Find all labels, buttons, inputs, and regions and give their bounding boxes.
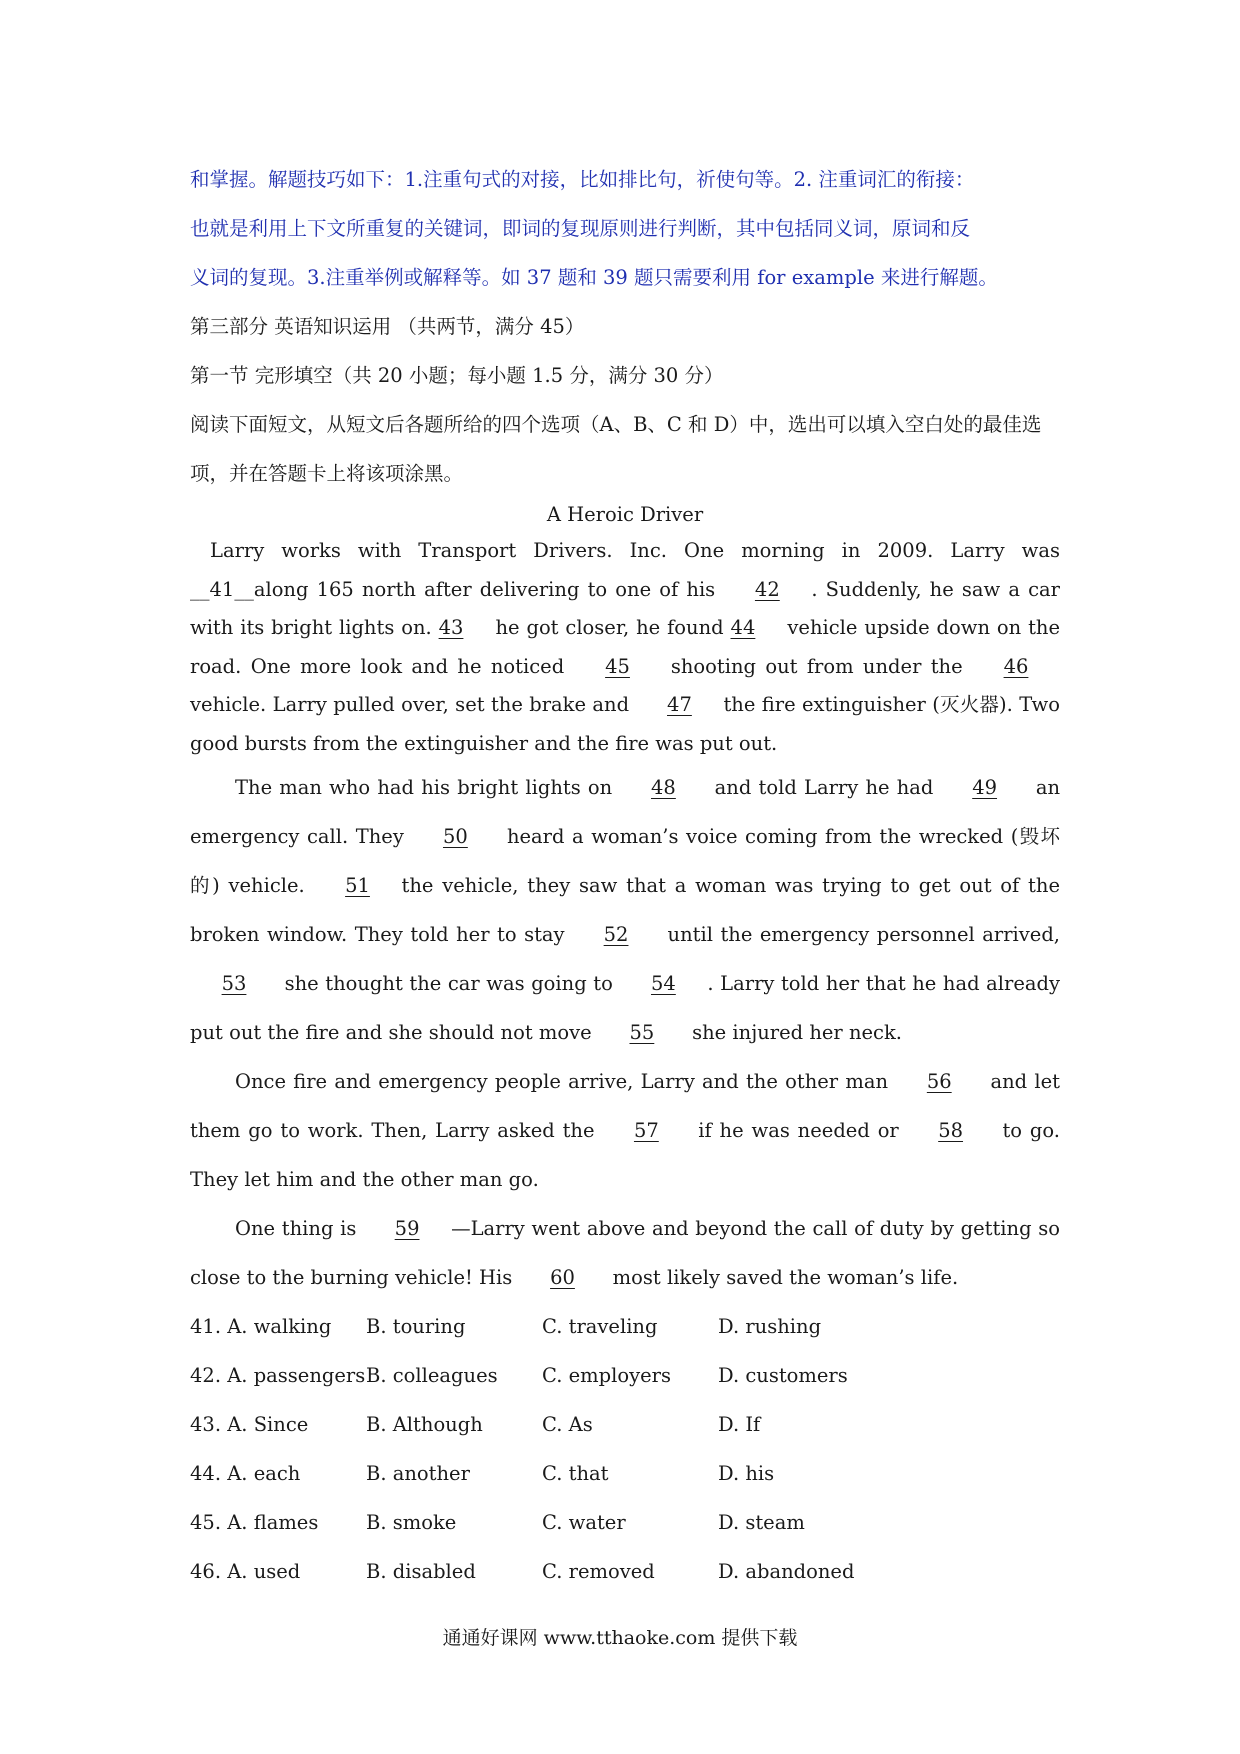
blank-57: 57: [633, 1119, 659, 1142]
passage-text: she thought the car was going to: [278, 972, 620, 995]
blank-45: 45: [605, 654, 630, 678]
blank-60: 60: [550, 1266, 575, 1289]
option-row-44: [190, 1449, 1060, 1498]
option-a: 43. A. Since: [190, 1413, 309, 1436]
option-d: D. customers: [718, 1364, 848, 1387]
passage-text: to go. They let him and the other man go.: [190, 1119, 1060, 1191]
option-c: C. employers: [542, 1364, 671, 1387]
blank-46: 46: [1003, 654, 1029, 678]
passage-paragraph-2: [190, 763, 1060, 1057]
passage-text: most likely saved the woman’s life.: [606, 1266, 959, 1289]
option-row-41: [190, 1302, 1060, 1351]
passage-text: if he was needed or: [690, 1119, 907, 1142]
passage-text: One thing is: [235, 1217, 364, 1240]
passage-text: until the emergency personnel arrived,: [660, 923, 1060, 946]
option-b: B. colleagues: [366, 1364, 498, 1387]
option-row-43: [190, 1400, 1060, 1449]
option-row-45: [190, 1498, 1060, 1547]
blank-47: 47: [667, 693, 692, 716]
option-a: 45. A. flames: [190, 1511, 319, 1534]
passage-text: he got closer, he found: [488, 616, 731, 639]
passage-paragraph-1: [190, 532, 1060, 763]
passage-text: Larry works with Transport Drivers. Inc. One morning in 2009. Larry was: [210, 539, 1060, 562]
option-d: D. abandoned: [718, 1560, 855, 1583]
blank-44: 44: [730, 616, 756, 639]
blank-54: 54: [650, 972, 676, 995]
option-b: B. smoke: [366, 1511, 457, 1534]
option-row-42: [190, 1351, 1060, 1400]
blank-49: 49: [972, 776, 998, 799]
blank-55: 55: [629, 1021, 655, 1044]
passage-text: heard a woman’s voice coming from the wrecked (毁坏的) vehicle.: [190, 825, 1060, 897]
page-footer: 通通好课网 www.tthaoke.com 提供下载: [442, 1627, 798, 1649]
document-page: [190, 155, 1060, 1596]
blank-56: 56: [926, 1070, 952, 1093]
blank-48: 48: [651, 776, 676, 799]
passage-text: . Larry told her that he had already put out the fire and she should not move: [190, 972, 1060, 1044]
option-c: C. removed: [542, 1560, 655, 1583]
passage-text: Once fire and emergency people arrive, Larry and the other man: [235, 1070, 896, 1093]
option-b: B. touring: [366, 1315, 466, 1338]
option-c: C. As: [542, 1413, 593, 1436]
intro-tips: [190, 155, 1060, 302]
passage-text: shooting out from under the: [661, 654, 972, 678]
passage-text: —Larry went above and beyond the call of duty by getting so close to the burning vehicle! His: [190, 1217, 1060, 1289]
passage-text: the vehicle, they saw that a woman was trying to get out of the broken window. They told her to stay: [190, 874, 1060, 946]
section-header: 第三部分 英语知识运用 （共两节，满分 45）: [190, 315, 585, 338]
tip-line: 也就是利用上下文所重复的关键词，即词的复现原则进行判断，其中包括同义词，原词和反: [190, 217, 971, 240]
instructions: 阅读下面短文，从短文后各题所给的四个选项（A、B、C 和 D）中，选出可以填入空白处的最佳选项，并在答题卡上将该项涂黑。: [190, 413, 1042, 485]
passage-text: The man who had his bright lights on: [235, 776, 620, 799]
blank-42: 42: [754, 577, 780, 601]
subsection-header: 第一节 完形填空（共 20 小题；每小题 1.5 分，满分 30 分）: [190, 364, 724, 387]
blank-41: __41__: [190, 577, 254, 601]
passage-text: . Suddenly, he saw a car with its bright lights on.: [190, 577, 1060, 639]
blank-51: 51: [345, 874, 370, 897]
option-a: 44. A. each: [190, 1462, 301, 1485]
option-c: C. traveling: [542, 1315, 658, 1338]
passage-text: vehicle. Larry pulled over, set the brake and: [190, 693, 636, 716]
option-row-46: [190, 1547, 1060, 1596]
passage-text: and let them go to work. Then, Larry asked the: [190, 1070, 1060, 1142]
passage-text: and told Larry he had: [707, 776, 941, 799]
option-b: B. disabled: [366, 1560, 476, 1583]
option-c: C. that: [542, 1462, 609, 1485]
passage-paragraph-4: [190, 1204, 1060, 1302]
option-d: D. steam: [718, 1511, 805, 1534]
option-d: D. his: [718, 1462, 775, 1485]
blank-43: 43: [438, 616, 464, 639]
tip-line: 和掌握。解题技巧如下：1.注重句式的对接，比如排比句，祈使句等。2. 注重词汇的衔接：: [190, 168, 975, 191]
blank-53: 53: [221, 972, 247, 995]
blank-58: 58: [938, 1119, 964, 1142]
option-c: C. water: [542, 1511, 626, 1534]
passage-title: A Heroic Driver: [546, 503, 704, 526]
blank-52: 52: [603, 923, 629, 946]
option-d: D. rushing: [718, 1315, 822, 1338]
passage-text: an emergency call. They: [190, 776, 1061, 848]
blank-59: 59: [394, 1217, 420, 1240]
tip-line: 义词的复现。3.注重举例或解释等。如 37 题和 39 题只需要利用 for example 来进行解题。: [190, 266, 998, 289]
option-a: 46. A. used: [190, 1560, 301, 1583]
option-d: D. If: [718, 1413, 761, 1436]
passage-text: vehicle upside down on the road. One more look and he noticed: [190, 616, 1061, 678]
option-a: 41. A. walking: [190, 1315, 332, 1338]
option-a: 42. A. passengers: [190, 1364, 366, 1387]
passage-text: the fire extinguisher (灭火器). Two good bursts from the extinguisher and the fire was put out.: [190, 693, 1060, 755]
answer-options: [190, 1302, 1060, 1596]
passage-text: along 165 north after delivering to one of his: [253, 577, 724, 601]
passage-paragraph-3: [190, 1057, 1060, 1204]
passage-text: she injured her neck.: [685, 1021, 902, 1044]
option-b: B. another: [366, 1462, 470, 1485]
option-b: B. Although: [366, 1413, 483, 1436]
blank-50: 50: [442, 825, 468, 848]
